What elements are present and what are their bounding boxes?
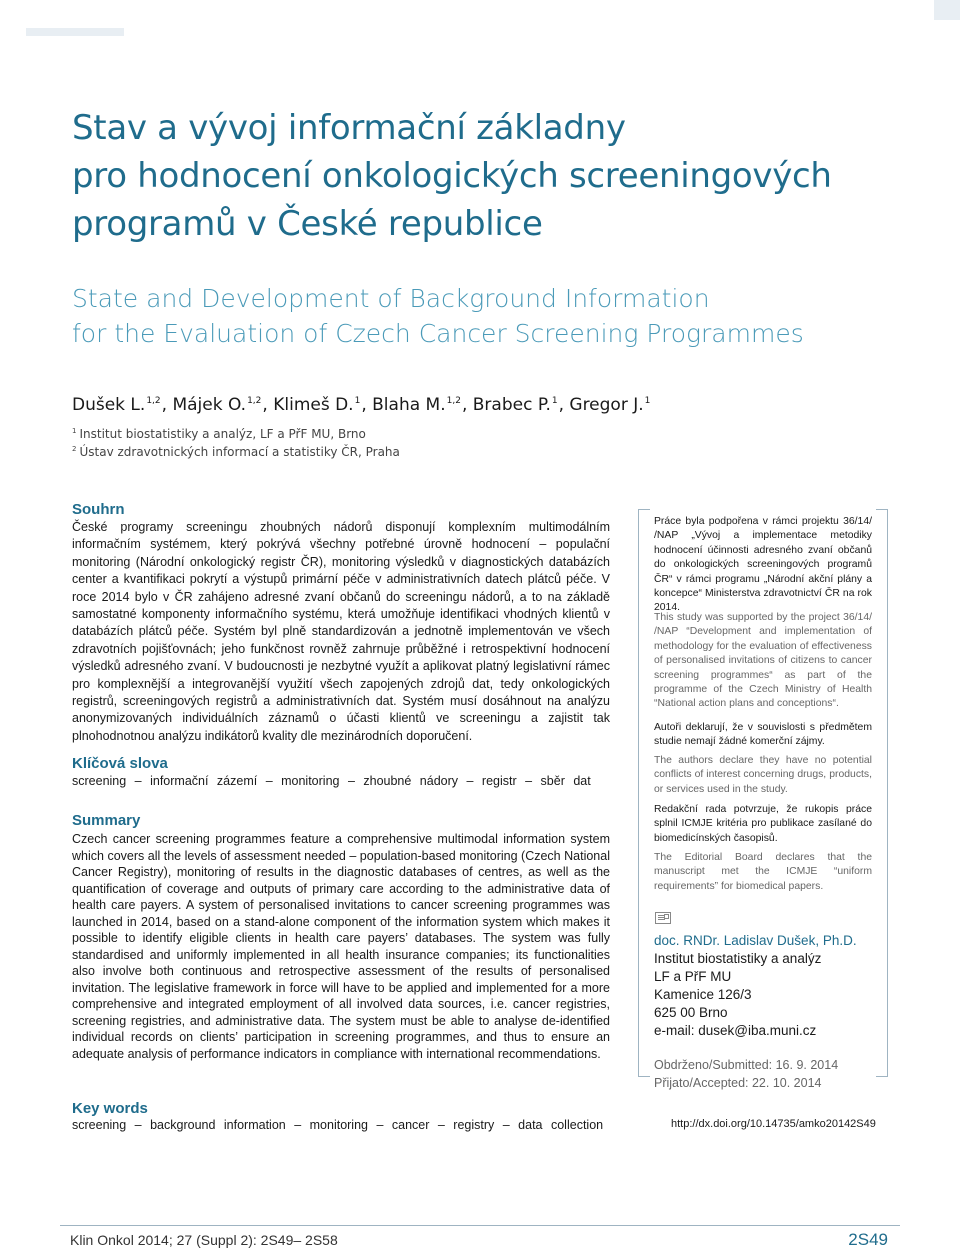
frame-corner: [876, 1076, 888, 1077]
subtitle-line: State and Development of Background Information: [72, 284, 710, 313]
contact-line: 625 00 Brno: [654, 1005, 728, 1020]
support-note-cz: Práce byla podpořena v rámci projektu 36/14/ /NAP „Vývoj a implementace metodiky hodnocení účinnosti adresného zvaní občanů do onkologických screeningových programů ČR“ v rámci programu „Národní akční plány a koncepce“ Ministerstva zdravotnictví ČR na rok 2014.: [654, 516, 872, 614]
author-affiliation: 1: [354, 396, 361, 406]
author-separator: ,: [558, 395, 570, 415]
souhrn-text: České programy screeningu zhoubných nádorů disponují komplexním multimodálním informačním systémem, který pokrývá všechny potřebné úrovně hodnocení – populační monitoring (Národní onkologický registr ČR), monitoring výsledků v diagnostických databázích center a kvantifikaci pokrytí a výstupů primární péče v administrativních datech plátců péče. V roce 2014 bylo v ČR zahájeno adresné zvaní občanů do screeningu nádorů, a to na základě samostatné komponenty informačního systému, která umožňuje identifikaci vhodných klientů v databázích plátců péče. Systém byl plně standardizován a jednotně implementován ve všech zdravotních pojišťovnách; jeho funkčnost rovněž zahrnuje průběžné i retrospektivní hodnocení výsledků adresného zvaní. V budoucnosti je nezbytné využít a aplikovat platný legislativní rámec pro komplexnější a integrovanější využití všech zapojených zdrojů dat, tedy onkologických registrů, screeningových registrů a administrativních dat. Systém musí dosáhnout na analýzu anonymizovaných individuálních záznamů o účasti klientů ve screeningu a zajistit tak plnohodnotnou analýzu indikátorů kvality dle mezinárodních doporučení.: [72, 520, 610, 743]
title-line: Stav a vývoj informační základny: [72, 108, 626, 148]
author-separator: ,: [461, 395, 473, 415]
board-note-en: The Editorial Board declares that the manuscript met the ICMJE “uniform requirements” for biomedical papers.: [654, 852, 872, 892]
title-line: pro hodnocení onkologických screeningových: [72, 156, 832, 196]
affiliation-text: Ústav zdravotnických informací a statistiky ČR, Praha: [79, 445, 400, 459]
frame-corner: [876, 509, 888, 510]
footer-rule: [60, 1225, 900, 1226]
envelope-icon: [655, 912, 671, 924]
author-affiliation: 1,2: [446, 396, 461, 406]
subtitle-line: for the Evaluation of Czech Cancer Screening Programmes: [72, 319, 804, 348]
summary-text: Czech cancer screening programmes feature a comprehensive multimodal information system which covers all the levels of assessment needed – population-based monitoring (Czech National Cancer Registry), monitoring of results in the diagnostic databases of centres, as well as the quantification of coverage and outputs of primary care according to the administrative data of health care payers. A system of personalised invitations to cancer screening programmes was launched in 2014, based on a stand-alone component of the information system which makes it possible to identify eligible clients in health care payers’ databases. The system was fully standardised and uniformly implemented in all health insurance companies; its functionalities also involve both continuous and retrospective assessment of the results of personalised invitation. The legislative framework in force will have to be applied and implemented for a more comprehensive and integrated employment of all involved data sources, i.e. cancer registries, screening registries, and administrative data. The system must be able to analyse de-identified individual records on clients’ participation in screening programmes, and thus to ensure an adequate analysis of performance indicators in compliance with international recommendations.: [72, 832, 610, 1061]
contact-line: Kamenice 126/3: [654, 987, 752, 1002]
accepted-date: Přijato/Accepted: 22. 10. 2014: [654, 1076, 822, 1090]
board-note-cz: Redakční rada potvrzuje, že rukopis práce splnil ICMJE kritéria pro publikace zasílané do biomedicínských časopisů.: [654, 804, 872, 844]
author-name: Gregor J.: [569, 395, 644, 415]
page-number: 2S49: [848, 1230, 888, 1249]
author-name: Klimeš D.: [273, 395, 354, 415]
author-separator: ,: [361, 395, 373, 415]
decorative-bar: [934, 0, 960, 20]
author-affiliation: 1,2: [247, 396, 262, 406]
submitted-date: Obdrženo/Submitted: 16. 9. 2014: [654, 1058, 839, 1072]
author-name: Brabec P.: [472, 395, 551, 415]
author-separator: ,: [262, 395, 274, 415]
author-name: Májek O.: [172, 395, 247, 415]
author-list: [72, 395, 651, 415]
author-name: Dušek L.: [72, 395, 146, 415]
souhrn-heading: Souhrn: [72, 501, 125, 518]
author-separator: ,: [161, 395, 173, 415]
contact-line: Institut biostatistiky a analýz: [654, 951, 822, 966]
corner-mark: [0, 0, 26, 26]
decorative-bar: [26, 28, 124, 36]
doi-link[interactable]: http://dx.doi.org/10.14735/amko20142S49: [671, 1118, 876, 1130]
contact-name: doc. RNDr. Ladislav Dušek, Ph.D.: [654, 933, 857, 948]
affiliation: [72, 427, 366, 441]
author-affiliation: 1: [551, 396, 558, 406]
affiliation-number: 1: [72, 427, 77, 435]
support-note-en: This study was supported by the project 36/14/ /NAP “Development and implementation of methodology for the evaluation of effectiveness of personalised invitations of citizens to cancer screening programmes“ as part of the programme of the Czech Ministry of Health “National action plans and conceptions“.: [654, 612, 872, 710]
title-line: programů v České republice: [72, 204, 543, 244]
article-title: [72, 104, 872, 248]
contact-email[interactable]: e-mail: dusek@iba.muni.cz: [654, 1023, 817, 1038]
journal-citation: Klin Onkol 2014; 27 (Suppl 2): 2S49– 2S58: [70, 1232, 338, 1248]
author-name: Blaha M.: [372, 395, 446, 415]
affiliation-number: 2: [72, 445, 77, 453]
article-subtitle: [72, 281, 872, 351]
conflict-note-cz: Autoři deklarují, že v souvislosti s předmětem studie nemají žádné komerční zájmy.: [654, 722, 872, 748]
key-words-text: screening – background information – monitoring – cancer – registry – data collection: [72, 1118, 604, 1132]
affiliation-text: Institut biostatistiky a analýz, LF a PřF MU, Brno: [79, 427, 366, 441]
key-words-heading: Key words: [72, 1100, 148, 1117]
author-affiliation: 1: [644, 396, 651, 406]
conflict-note-en: The authors declare they have no potential conflicts of interest concerning drugs, products, or services used in the study.: [654, 755, 872, 795]
summary-heading: Summary: [72, 812, 141, 829]
klicova-slova-text: screening – informační zázemí – monitoring – zhoubné nádory – registr – sběr dat: [72, 774, 591, 788]
klicova-slova-heading: Klíčová slova: [72, 755, 168, 772]
contact-line: LF a PřF MU: [654, 969, 732, 984]
affiliation: [72, 445, 400, 459]
author-affiliation: 1,2: [146, 396, 161, 406]
